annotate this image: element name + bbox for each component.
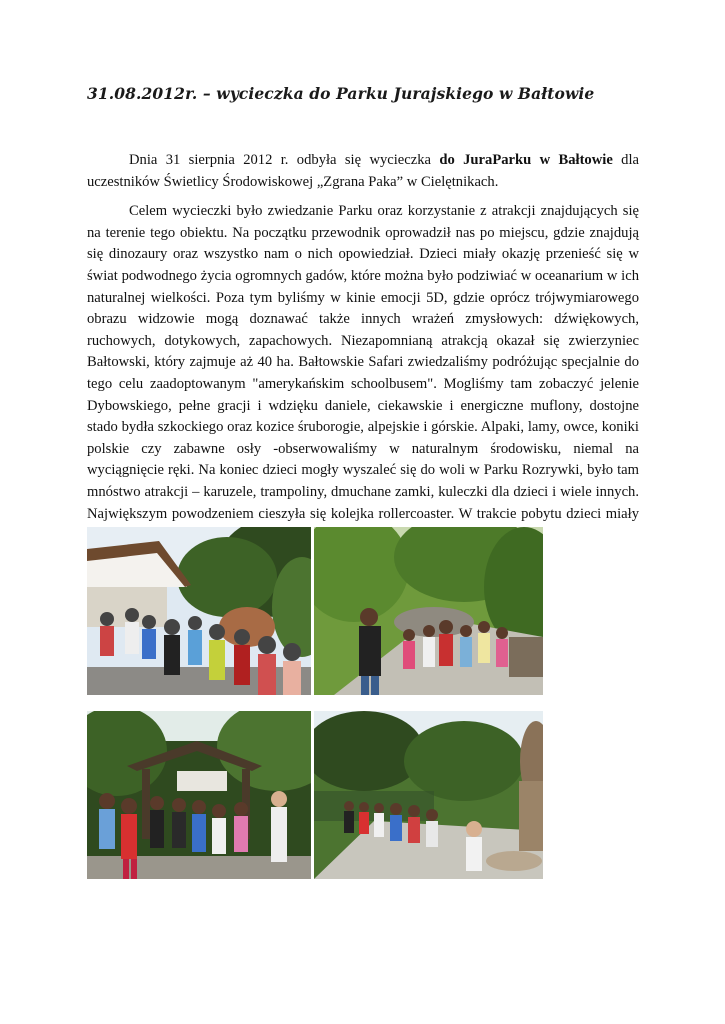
photo-group-gate (87, 711, 311, 879)
intro-text-bold: do JuraParku w Bałtowie (439, 152, 613, 168)
photo-group-dinosaur (314, 711, 543, 879)
document-body (87, 150, 639, 555)
intro-text-end: dla uczestników Świetlicy Środowiskowej „Zgrana Paka” w Cielętnikach. (87, 152, 639, 190)
intro-text-start: Dnia 31 sierpnia 2012 r. odbyła się wycieczka (129, 152, 440, 168)
photo-group-path (314, 527, 543, 695)
photo-group-entrance (87, 527, 311, 695)
paragraph-intro (87, 150, 639, 193)
paragraph-main: Celem wycieczki było zwiedzanie Parku oraz korzystanie z atrakcji znajdujących się na terenie tego obiektu. Na początku przewodnik oprowadził nas po miejscu, gdzie znajdują się dinozaury oraz wszystko nam o nich opowiedział. Dzieci miały okazję przenieść się w świat podwodnego życia ogromnych gadów, które można było podziwiać w oceanarium w ich naturalnej wielkości. Poza tym byliśmy w kinie emocji 5D, gdzie oprócz trójwymiarowego obrazu widzowie mogą doznawać także innych wrażeń zmysłowych: dźwiękowych, ruchowych, dotykowych, zapachowych. Niezapomnianą atrakcją okazał się zwierzyniec Bałtowski, który zajmuje aż 40 ha. Bałtowskie Safari zwiedzaliśmy podróżując specjalnie do tego celu zaadoptowanym "amerykańskim schoolbusem". Mogliśmy tam zobaczyć jelenie Dybowskiego, pełne gracji i wdzięku daniele, ciekawskie i energiczne muflony, dostojne stado bydła szkockiego oraz kozice śruborogie, alpejskie i górskie. Alpaki, lamy, owce, koniki polskie czy zabawne osły -obserwowaliśmy w naturalnym środowisku, niemal na wyciągnięcie ręki. Na koniec dzieci mogły wyszaleć się do woli w Parku Rozrywki, było tam mnóstwo atrakcji – karuzele, trampoliny, dmuchane zamki, kuleczki dla dzieci i wiele innych. Największym powodzeniem cieszyła się kolejka rollercoaster. W trakcie pobytu dzieci miały (87, 203, 639, 522)
document-title: 31.08.2012r. – wycieczka do Parku Jurajskiego w Bałtowie (87, 84, 595, 103)
